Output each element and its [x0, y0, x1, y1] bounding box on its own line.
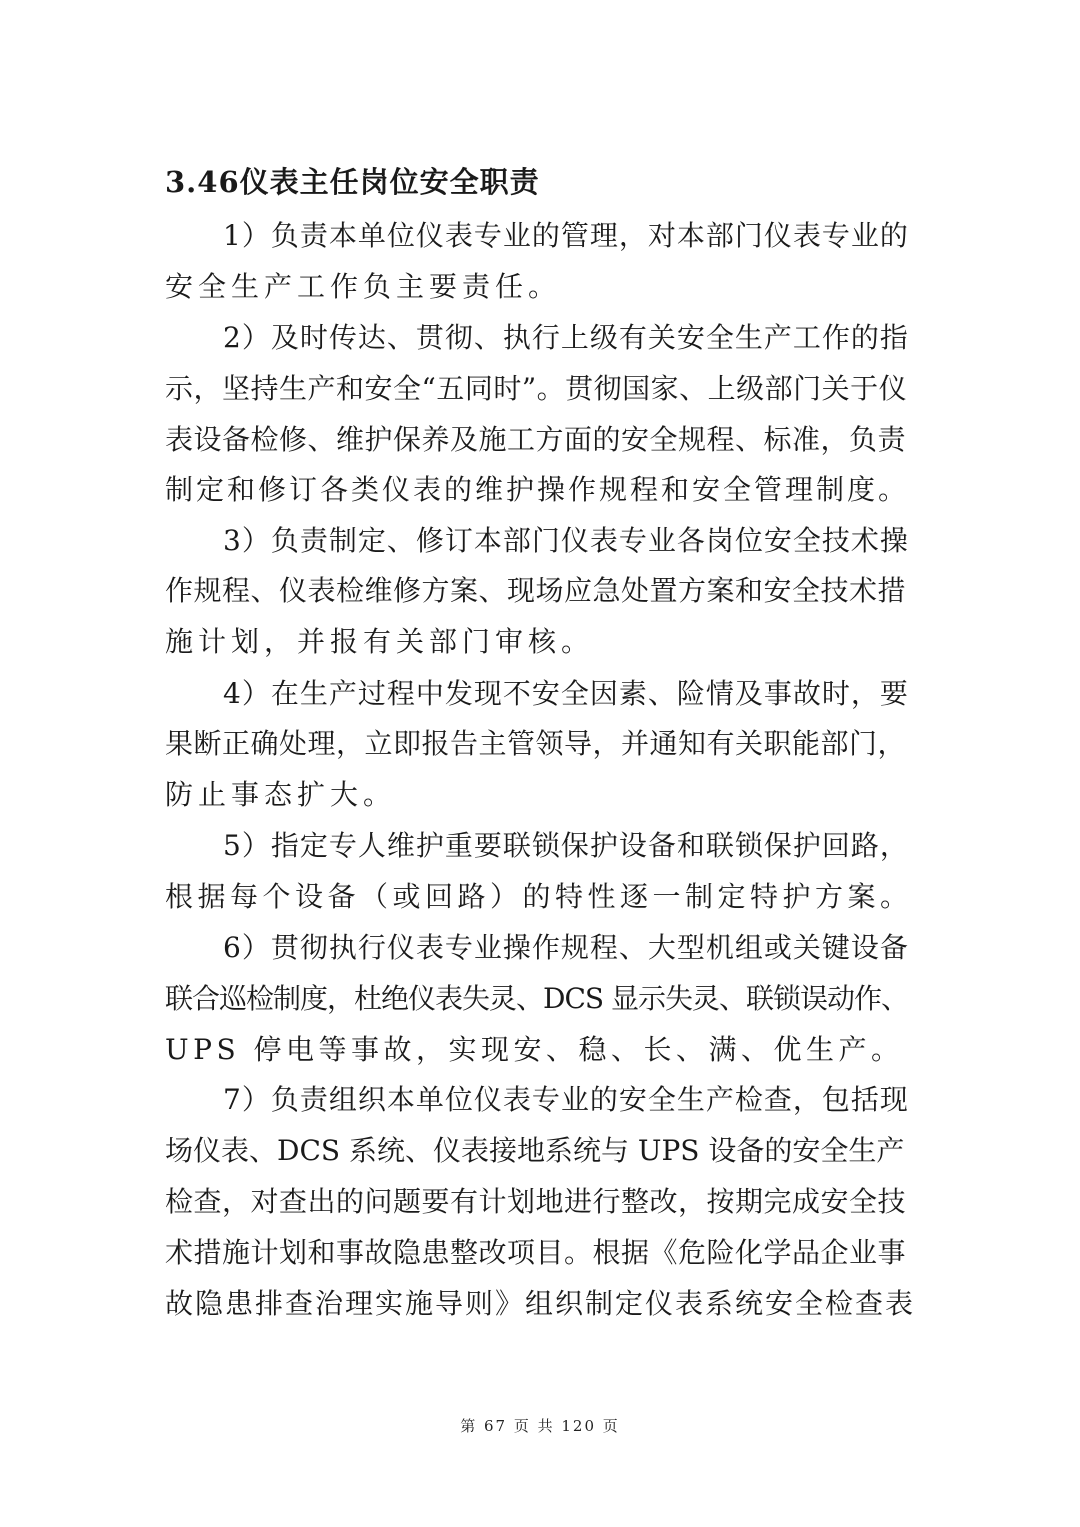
body-line: 防止事态扩大。 — [165, 778, 397, 811]
body-line: 检查，对查出的问题要有计划地进行整改，按期完成安全技 — [165, 1185, 907, 1218]
body-line: 5）指定专人维护重要联锁保护设备和联锁保护回路， — [165, 829, 909, 862]
body-line: 施计划，并报有关部门审核。 — [165, 625, 595, 658]
body-line: 场仪表、DCS 系统、仪表接地系统与 UPS 设备的安全生产 — [165, 1134, 905, 1167]
body-line: 4）在生产过程中发现不安全因素、险情及事故时，要 — [165, 677, 909, 710]
body-line: 1）负责本单位仪表专业的管理，对本部门仪表专业的 — [165, 219, 909, 252]
body-line: 表设备检修、维护保养及施工方面的安全规程、标准，负责 — [165, 423, 907, 456]
body-line: 作规程、仪表检维修方案、现场应急处置方案和安全技术措 — [165, 574, 907, 607]
section-heading: 3.46仪表主任岗位安全职责 — [165, 165, 540, 199]
body-line: 联合巡检制度，杜绝仪表失灵、DCS 显示失灵、联锁误动作、 — [165, 982, 908, 1015]
body-line: 示，坚持生产和安全“五同时”。贯彻国家、上级部门关于仪 — [165, 372, 908, 405]
body-line: 2）及时传达、贯彻、执行上级有关安全生产工作的指 — [165, 321, 909, 354]
body-line: 3）负责制定、修订本部门仪表专业各岗位安全技术操 — [165, 524, 909, 557]
body-line: 7）负责组织本单位仪表专业的安全生产检查，包括现 — [165, 1083, 909, 1116]
body-line: 术措施计划和事故隐患整改项目。根据《危险化学品企业事 — [165, 1236, 907, 1269]
page-number-footer: 第 67 页 共 120 页 — [460, 1417, 620, 1435]
body-line: 制定和修订各类仪表的维护操作规程和安全管理制度。 — [165, 473, 910, 506]
body-line: 6）贯彻执行仪表专业操作规程、大型机组或关键设备 — [165, 931, 909, 964]
body-line: 果断正确处理，立即报告主管领导，并通知有关职能部门， — [165, 727, 907, 760]
body-line: 故隐患排查治理实施导则》组织制定仪表系统安全检查表 — [165, 1287, 916, 1320]
body-line: UPS 停电等事故，实现安、稳、长、满、优生产。 — [165, 1033, 904, 1066]
body-line: 根据每个设备（或回路）的特性逐一制定特护方案。 — [165, 880, 913, 913]
body-line: 安全生产工作负主要责任。 — [165, 270, 562, 303]
